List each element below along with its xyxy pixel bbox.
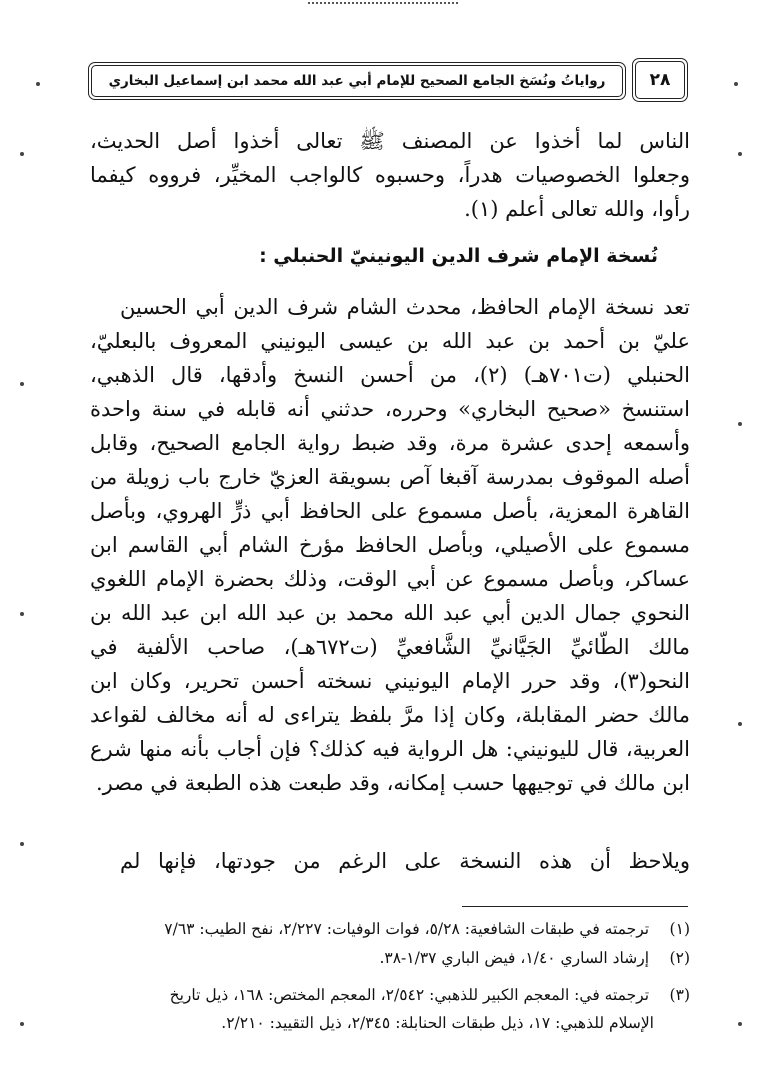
text-line: مسموع على الأصيلي، وبأصل الحافظ مؤرخ الشام أبي القاسم ابن — [90, 533, 690, 557]
footnote-text: إرشاد الساري ١/٤٠، فيض الباري ١/٣٧-٣٨. — [379, 949, 650, 967]
text-line: مالك الطّائيِّ الجَيَّانيِّ الشَّافعيِّ (ت٦٧٢هـ)، صاحب الألفية في — [90, 635, 690, 659]
margin-mark — [738, 722, 742, 726]
text-line: تعد نسخة الإمام الحافظ، محدث الشام شرف الدين أبي الحسين — [120, 295, 690, 319]
text-line: مالك حضر المقابلة، وكان إذا مرَّ بلفظ يتراءى له أنه مخالف لقواعد — [90, 703, 690, 727]
margin-mark — [20, 842, 24, 846]
text-line: عساكر، وبأصل مسموع عن أبي الوقت، وذلك بحضرة الإمام اللغوي — [90, 567, 690, 591]
text-line: ابن مالك في توجيهها حسب إمكانه، وقد طبعت هذه الطبعة في مصر. — [96, 771, 690, 795]
footnote-3 — [90, 982, 690, 1009]
footnote-separator — [462, 906, 688, 907]
running-title: رواياتُ ونُسَخ الجامع الصحيح للإمام أبي عبد الله محمد ابن إسماعيل البخاري — [108, 73, 606, 89]
page-number-frame — [632, 58, 688, 102]
margin-mark — [738, 1022, 742, 1026]
text-line: العربية، قال لليونيني: هل الرواية فيه كذلك؟ فإن أجاب بأنه منها شرع — [90, 737, 690, 761]
text-line: القاهرة المعزية، بأصل مسموع على الحافظ أبي ذرٍّ الهروي، وبأصل — [90, 499, 690, 523]
footnote-number: (١) — [669, 920, 690, 938]
footnote-3-continuation — [90, 1010, 690, 1037]
footnote-number: (٣) — [669, 986, 690, 1004]
page-number: ٢٨ — [649, 70, 671, 90]
text-line: عليّ بن أحمد بن عبد الله بن عيسى اليونيني المعروف بالبعليّ، — [90, 329, 690, 353]
margin-mark — [20, 612, 24, 616]
margin-mark — [738, 152, 742, 156]
text-line: وجعلوا الخصوصيات هدراً، وحسبوه كالواجب المخيِّر، فرووه كيفما — [90, 163, 690, 187]
footnote-text: الإسلام للذهبي: ١٧، ذيل طبقات الحنابلة: ٢/٣٤٥، ذيل التقييد: ٢/٢١٠. — [221, 1014, 654, 1032]
text-line: النحوي جمال الدين أبي عبد الله محمد بن عبد الله ابن عبد الله بن — [90, 601, 690, 625]
running-title-frame — [88, 62, 626, 100]
text-line: استنسخ «صحيح البخاري» وحرره، حدثني أنه قابله في سنة واحدة — [90, 397, 690, 421]
margin-mark — [738, 422, 742, 426]
text-line: ويلاحظ أن هذه النسخة على الرغم من جودتها، فإنها لم — [120, 849, 690, 873]
top-dotted-rule — [308, 2, 458, 4]
margin-mark — [20, 1022, 24, 1026]
text-line: الناس لما أخذوا عن المصنف ﷺ تعالى أخذوا أصل الحديث، — [90, 129, 690, 153]
margin-mark — [734, 82, 738, 86]
text-line: رأوا، والله تعالى أعلم (١). — [464, 197, 690, 221]
text-line: وأسمعه إحدى عشرة مرة، وقد ضبط رواية الجامع الصحيح، وقابل — [90, 431, 690, 455]
margin-mark — [20, 382, 24, 386]
page-header — [88, 58, 688, 104]
footnote-text: ترجمته في طبقات الشافعية: ٥/٢٨، فوات الوفيات: ٢/٢٢٧، نفح الطيب: ٧/٦٣ — [164, 920, 650, 938]
footnote-2 — [90, 945, 690, 972]
footnote-1 — [90, 916, 690, 943]
text-line: أصله الموقوف بمدرسة آقبغا آص بسويقة العزيّ خارج باب زويلة من — [90, 465, 690, 489]
footnote-number: (٢) — [669, 949, 690, 967]
text-line: النحو(٣)، وقد حرر الإمام اليونيني نسخته أحسن تحرير، وكان ابن — [90, 669, 690, 693]
margin-mark — [36, 82, 40, 86]
section-heading: نُسخة الإمام شرف الدين اليونينيّ الحنبلي : — [259, 245, 658, 267]
text-line: الحنبلي (ت٧٠١هـ) (٢)، من أحسن النسخ وأدقها، قال الذهبي، — [90, 363, 690, 387]
footnote-text: ترجمته في: المعجم الكبير للذهبي: ٢/٥٤٢، المعجم المختص: ١٦٨، ذيل تاريخ — [169, 986, 650, 1004]
margin-mark — [20, 152, 24, 156]
